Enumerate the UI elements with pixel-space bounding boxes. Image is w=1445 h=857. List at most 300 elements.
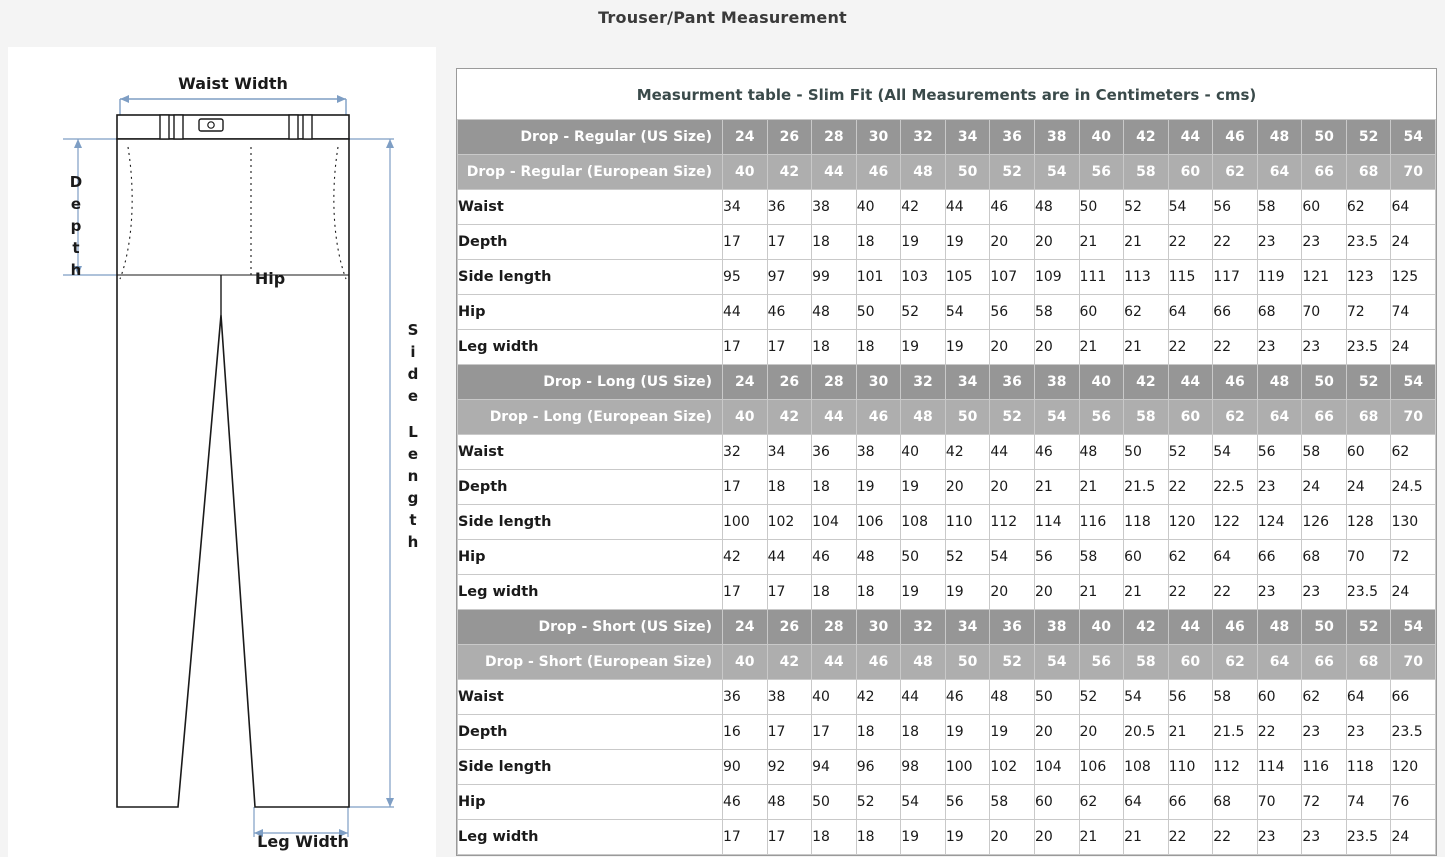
size-header-us: 28 [812, 610, 857, 645]
measurement-table [457, 69, 1436, 855]
size-header-eu: 50 [945, 645, 990, 680]
measurement-cell: 17 [723, 225, 768, 260]
size-header-eu: 46 [856, 645, 901, 680]
group-header-us-row [458, 120, 1436, 155]
measurement-cell: 18 [812, 225, 857, 260]
measurement-cell: 48 [1079, 435, 1124, 470]
size-header-eu: 50 [945, 155, 990, 190]
table-row [458, 785, 1436, 820]
measurement-cell: 58 [1034, 295, 1079, 330]
measurement-cell: 64 [1391, 190, 1436, 225]
measurement-cell: 114 [1034, 505, 1079, 540]
measurement-cell: 66 [1257, 540, 1302, 575]
measurement-cell: 23.5 [1346, 225, 1391, 260]
measurement-cell: 48 [812, 295, 857, 330]
measurement-cell: 18 [812, 575, 857, 610]
size-header-eu: 48 [901, 155, 946, 190]
size-header-us: 36 [990, 120, 1035, 155]
measurement-cell: 23.5 [1391, 715, 1436, 750]
measurement-cell: 115 [1168, 260, 1213, 295]
measurement-cell: 21 [1079, 820, 1124, 855]
measurement-cell: 21 [1079, 470, 1124, 505]
measurement-cell: 128 [1346, 505, 1391, 540]
table-row [458, 715, 1436, 750]
measurement-cell: 21 [1124, 575, 1169, 610]
measurement-cell: 112 [990, 505, 1035, 540]
size-header-us: 36 [990, 365, 1035, 400]
measurement-cell: 17 [723, 470, 768, 505]
measurement-table-wrap [456, 68, 1437, 856]
size-header-eu: 62 [1213, 155, 1258, 190]
row-label: Depth [458, 715, 723, 750]
measurement-cell: 60 [1124, 540, 1169, 575]
measurement-cell: 23 [1302, 820, 1347, 855]
measurement-cell: 20.5 [1124, 715, 1169, 750]
size-header-us: 54 [1391, 365, 1436, 400]
measurement-cell: 50 [812, 785, 857, 820]
measurement-cell: 66 [1168, 785, 1213, 820]
measurement-cell: 58 [990, 785, 1035, 820]
measurement-cell: 122 [1213, 505, 1258, 540]
size-header-us: 30 [856, 120, 901, 155]
measurement-cell: 50 [856, 295, 901, 330]
measurement-cell: 40 [856, 190, 901, 225]
size-header-us: 38 [1034, 120, 1079, 155]
size-header-eu: 60 [1168, 400, 1213, 435]
measurement-cell: 21 [1124, 225, 1169, 260]
measurement-cell: 64 [1346, 680, 1391, 715]
size-header-us: 46 [1213, 610, 1258, 645]
measurement-cell: 46 [1034, 435, 1079, 470]
measurement-cell: 60 [1346, 435, 1391, 470]
row-label: Leg width [458, 330, 723, 365]
size-header-us: 30 [856, 365, 901, 400]
measurement-cell: 24 [1346, 470, 1391, 505]
group-header-us-row [458, 365, 1436, 400]
size-header-eu: 64 [1257, 645, 1302, 680]
measurement-cell: 34 [767, 435, 812, 470]
measurement-cell: 113 [1124, 260, 1169, 295]
measurement-cell: 74 [1346, 785, 1391, 820]
table-caption: Measurment table - Slim Fit (All Measurements are in Centimeters - cms) [458, 70, 1436, 120]
measurement-cell: 54 [945, 295, 990, 330]
measurement-cell: 38 [812, 190, 857, 225]
measurement-cell: 62 [1346, 190, 1391, 225]
svg-text:e: e [407, 387, 419, 405]
measurement-cell: 23 [1257, 575, 1302, 610]
measurement-cell: 20 [1034, 330, 1079, 365]
measurement-cell: 70 [1302, 295, 1347, 330]
measurement-cell: 18 [901, 715, 946, 750]
size-header-us: 48 [1257, 120, 1302, 155]
label-depth: D [69, 173, 83, 191]
group-label-us: Drop - Short (US Size) [458, 610, 723, 645]
measurement-cell: 46 [812, 540, 857, 575]
measurement-cell: 52 [945, 540, 990, 575]
measurement-cell: 50 [1079, 190, 1124, 225]
measurement-cell: 19 [901, 330, 946, 365]
measurement-cell: 90 [723, 750, 768, 785]
measurement-cell: 23 [1302, 330, 1347, 365]
measurement-cell: 24 [1302, 470, 1347, 505]
size-header-us: 24 [723, 120, 768, 155]
measurement-cell: 17 [723, 575, 768, 610]
size-header-us: 48 [1257, 365, 1302, 400]
table-row [458, 435, 1436, 470]
size-header-us: 44 [1168, 120, 1213, 155]
measurement-cell: 20 [1034, 225, 1079, 260]
measurement-cell: 64 [1213, 540, 1258, 575]
measurement-cell: 50 [901, 540, 946, 575]
size-header-eu: 50 [945, 400, 990, 435]
measurement-cell: 21 [1079, 575, 1124, 610]
measurement-cell: 17 [767, 820, 812, 855]
measurement-cell: 18 [856, 715, 901, 750]
measurement-cell: 24 [1391, 575, 1436, 610]
measurement-cell: 19 [945, 715, 990, 750]
measurement-cell: 19 [945, 330, 990, 365]
row-label: Leg width [458, 575, 723, 610]
measurement-cell: 18 [767, 470, 812, 505]
measurement-cell: 110 [1168, 750, 1213, 785]
measurement-cell: 23.5 [1346, 330, 1391, 365]
group-label-eu: Drop - Long (European Size) [458, 400, 723, 435]
row-label: Leg width [458, 820, 723, 855]
measurement-cell: 21 [1079, 330, 1124, 365]
measurement-cell: 22 [1213, 330, 1258, 365]
measurement-cell: 120 [1391, 750, 1436, 785]
measurement-cell: 21 [1079, 225, 1124, 260]
table-row [458, 225, 1436, 260]
size-header-eu: 42 [767, 155, 812, 190]
measurement-cell: 52 [1168, 435, 1213, 470]
measurement-cell: 36 [812, 435, 857, 470]
measurement-cell: 101 [856, 260, 901, 295]
size-header-us: 26 [767, 610, 812, 645]
measurement-cell: 21.5 [1213, 715, 1258, 750]
size-header-us: 26 [767, 365, 812, 400]
size-header-eu: 58 [1124, 400, 1169, 435]
measurement-cell: 54 [1168, 190, 1213, 225]
measurement-cell: 22 [1213, 575, 1258, 610]
label-hip: Hip [254, 269, 286, 288]
table-row [458, 505, 1436, 540]
measurement-cell: 18 [856, 225, 901, 260]
measurement-cell: 23 [1302, 225, 1347, 260]
measurement-cell: 54 [990, 540, 1035, 575]
size-header-eu: 52 [990, 645, 1035, 680]
size-header-us: 52 [1346, 120, 1391, 155]
size-header-eu: 56 [1079, 645, 1124, 680]
size-header-eu: 48 [901, 645, 946, 680]
measurement-cell: 44 [990, 435, 1035, 470]
size-header-us: 28 [812, 120, 857, 155]
size-header-us: 32 [901, 610, 946, 645]
size-header-eu: 70 [1391, 155, 1436, 190]
measurement-cell: 103 [901, 260, 946, 295]
measurement-cell: 100 [723, 505, 768, 540]
measurement-cell: 20 [1034, 715, 1079, 750]
measurement-cell: 20 [945, 470, 990, 505]
size-header-us: 32 [901, 365, 946, 400]
table-row [458, 820, 1436, 855]
size-header-eu: 54 [1034, 400, 1079, 435]
measurement-cell: 62 [1302, 680, 1347, 715]
svg-text:d: d [407, 365, 419, 383]
measurement-cell: 52 [901, 295, 946, 330]
page-title: Trouser/Pant Measurement [598, 8, 847, 27]
measurement-cell: 21 [1124, 330, 1169, 365]
size-header-eu: 46 [856, 155, 901, 190]
group-header-eu-row [458, 645, 1436, 680]
measurement-cell: 121 [1302, 260, 1347, 295]
measurement-cell: 96 [856, 750, 901, 785]
svg-text:h: h [70, 261, 82, 279]
measurement-cell: 23 [1257, 820, 1302, 855]
measurement-cell: 20 [1034, 575, 1079, 610]
trouser-diagram-panel [8, 47, 436, 857]
measurement-cell: 62 [1168, 540, 1213, 575]
group-header-eu-row [458, 400, 1436, 435]
size-header-us: 24 [723, 610, 768, 645]
measurement-cell: 108 [1124, 750, 1169, 785]
group-label-us: Drop - Regular (US Size) [458, 120, 723, 155]
svg-text:e: e [70, 195, 82, 213]
size-header-eu: 66 [1302, 155, 1347, 190]
size-header-eu: 40 [723, 155, 768, 190]
size-header-eu: 68 [1346, 645, 1391, 680]
measurement-cell: 108 [901, 505, 946, 540]
measurement-cell: 48 [767, 785, 812, 820]
size-header-us: 42 [1124, 610, 1169, 645]
measurement-cell: 23 [1346, 715, 1391, 750]
measurement-cell: 54 [901, 785, 946, 820]
measurement-cell: 100 [945, 750, 990, 785]
measurement-cell: 76 [1391, 785, 1436, 820]
measurement-cell: 23 [1257, 470, 1302, 505]
size-header-eu: 66 [1302, 400, 1347, 435]
group-header-us-row [458, 610, 1436, 645]
measurement-cell: 98 [901, 750, 946, 785]
size-header-eu: 44 [812, 400, 857, 435]
measurement-cell: 124 [1257, 505, 1302, 540]
size-header-us: 36 [990, 610, 1035, 645]
row-label: Waist [458, 680, 723, 715]
measurement-cell: 20 [990, 575, 1035, 610]
measurement-cell: 42 [901, 190, 946, 225]
label-waist-width: Waist Width [178, 74, 288, 93]
label-side-length: S [407, 321, 419, 339]
measurement-cell: 18 [812, 820, 857, 855]
measurement-cell: 119 [1257, 260, 1302, 295]
size-header-eu: 54 [1034, 645, 1079, 680]
measurement-cell: 56 [1257, 435, 1302, 470]
measurement-cell: 36 [723, 680, 768, 715]
measurement-cell: 38 [856, 435, 901, 470]
measurement-cell: 54 [1213, 435, 1258, 470]
measurement-cell: 24 [1391, 225, 1436, 260]
measurement-cell: 125 [1391, 260, 1436, 295]
measurement-cell: 23 [1257, 330, 1302, 365]
measurement-cell: 117 [1213, 260, 1258, 295]
size-header-eu: 54 [1034, 155, 1079, 190]
measurement-cell: 120 [1168, 505, 1213, 540]
size-header-us: 40 [1079, 120, 1124, 155]
measurement-cell: 20 [990, 470, 1035, 505]
measurement-cell: 46 [990, 190, 1035, 225]
measurement-cell: 17 [767, 715, 812, 750]
measurement-cell: 20 [990, 330, 1035, 365]
svg-text:t: t [409, 511, 417, 529]
size-header-eu: 40 [723, 645, 768, 680]
measurement-cell: 22 [1168, 225, 1213, 260]
measurement-cell: 17 [723, 820, 768, 855]
size-header-eu: 40 [723, 400, 768, 435]
size-header-eu: 70 [1391, 400, 1436, 435]
table-row [458, 190, 1436, 225]
measurement-cell: 17 [812, 715, 857, 750]
size-header-eu: 62 [1213, 400, 1258, 435]
measurement-cell: 21 [1034, 470, 1079, 505]
size-header-us: 42 [1124, 365, 1169, 400]
measurement-cell: 48 [1034, 190, 1079, 225]
size-header-eu: 56 [1079, 155, 1124, 190]
table-row [458, 540, 1436, 575]
size-header-eu: 60 [1168, 155, 1213, 190]
size-header-eu: 52 [990, 155, 1035, 190]
measurement-cell: 24 [1391, 330, 1436, 365]
measurement-cell: 112 [1213, 750, 1258, 785]
measurement-cell: 60 [1034, 785, 1079, 820]
measurement-cell: 19 [901, 575, 946, 610]
size-header-us: 44 [1168, 610, 1213, 645]
measurement-cell: 23 [1302, 715, 1347, 750]
size-header-eu: 60 [1168, 645, 1213, 680]
measurement-cell: 19 [901, 820, 946, 855]
group-label-us: Drop - Long (US Size) [458, 365, 723, 400]
size-header-us: 44 [1168, 365, 1213, 400]
measurement-cell: 52 [1079, 680, 1124, 715]
svg-text:n: n [407, 467, 419, 485]
measurement-cell: 22 [1168, 820, 1213, 855]
measurement-cell: 19 [945, 820, 990, 855]
measurement-cell: 18 [856, 820, 901, 855]
size-header-eu: 44 [812, 645, 857, 680]
measurement-cell: 17 [767, 225, 812, 260]
measurement-cell: 52 [1124, 190, 1169, 225]
size-header-eu: 56 [1079, 400, 1124, 435]
measurement-cell: 46 [767, 295, 812, 330]
measurement-cell: 64 [1168, 295, 1213, 330]
measurement-cell: 54 [1124, 680, 1169, 715]
svg-text:L: L [408, 423, 418, 441]
table-row [458, 260, 1436, 295]
size-header-us: 32 [901, 120, 946, 155]
row-label: Side length [458, 750, 723, 785]
svg-text:i: i [410, 343, 416, 361]
row-label: Depth [458, 470, 723, 505]
size-header-eu: 70 [1391, 645, 1436, 680]
row-label: Waist [458, 435, 723, 470]
measurement-cell: 17 [723, 330, 768, 365]
measurement-cell: 111 [1079, 260, 1124, 295]
size-header-us: 38 [1034, 365, 1079, 400]
measurement-cell: 44 [767, 540, 812, 575]
measurement-cell: 17 [767, 575, 812, 610]
row-label: Side length [458, 260, 723, 295]
measurement-cell: 94 [812, 750, 857, 785]
measurement-cell: 18 [856, 575, 901, 610]
size-header-us: 48 [1257, 610, 1302, 645]
size-header-us: 40 [1079, 365, 1124, 400]
size-header-eu: 64 [1257, 400, 1302, 435]
measurement-cell: 46 [945, 680, 990, 715]
measurement-cell: 52 [856, 785, 901, 820]
measurement-cell: 19 [901, 470, 946, 505]
size-header-us: 52 [1346, 365, 1391, 400]
svg-text:e: e [407, 445, 419, 463]
measurement-cell: 20 [1079, 715, 1124, 750]
measurement-cell: 42 [723, 540, 768, 575]
measurement-cell: 22 [1168, 470, 1213, 505]
measurement-cell: 36 [767, 190, 812, 225]
measurement-cell: 109 [1034, 260, 1079, 295]
measurement-cell: 60 [1302, 190, 1347, 225]
table-row [458, 330, 1436, 365]
measurement-cell: 19 [990, 715, 1035, 750]
measurement-cell: 58 [1257, 190, 1302, 225]
measurement-cell: 19 [901, 225, 946, 260]
svg-text:g: g [407, 489, 419, 507]
measurement-cell: 102 [990, 750, 1035, 785]
measurement-cell: 60 [1257, 680, 1302, 715]
size-header-us: 24 [723, 365, 768, 400]
size-header-us: 42 [1124, 120, 1169, 155]
measurement-cell: 123 [1346, 260, 1391, 295]
measurement-cell: 58 [1213, 680, 1258, 715]
size-header-us: 38 [1034, 610, 1079, 645]
measurement-cell: 74 [1391, 295, 1436, 330]
measurement-cell: 118 [1346, 750, 1391, 785]
measurement-cell: 130 [1391, 505, 1436, 540]
measurement-cell: 97 [767, 260, 812, 295]
measurement-cell: 24.5 [1391, 470, 1436, 505]
table-row [458, 470, 1436, 505]
measurement-cell: 20 [990, 225, 1035, 260]
size-header-eu: 62 [1213, 645, 1258, 680]
measurement-cell: 105 [945, 260, 990, 295]
measurement-cell: 18 [812, 330, 857, 365]
measurement-cell: 23.5 [1346, 575, 1391, 610]
measurement-cell: 21 [1168, 715, 1213, 750]
measurement-cell: 118 [1124, 505, 1169, 540]
size-header-eu: 58 [1124, 645, 1169, 680]
measurement-cell: 58 [1079, 540, 1124, 575]
measurement-cell: 56 [1168, 680, 1213, 715]
measurement-cell: 24 [1391, 820, 1436, 855]
measurement-cell: 40 [812, 680, 857, 715]
measurement-cell: 66 [1391, 680, 1436, 715]
measurement-cell: 22 [1213, 820, 1258, 855]
measurement-cell: 18 [856, 330, 901, 365]
row-label: Hip [458, 785, 723, 820]
measurement-cell: 32 [723, 435, 768, 470]
measurement-cell: 18 [812, 470, 857, 505]
measurement-cell: 62 [1079, 785, 1124, 820]
size-header-eu: 64 [1257, 155, 1302, 190]
measurement-cell: 126 [1302, 505, 1347, 540]
measurement-cell: 20 [990, 820, 1035, 855]
